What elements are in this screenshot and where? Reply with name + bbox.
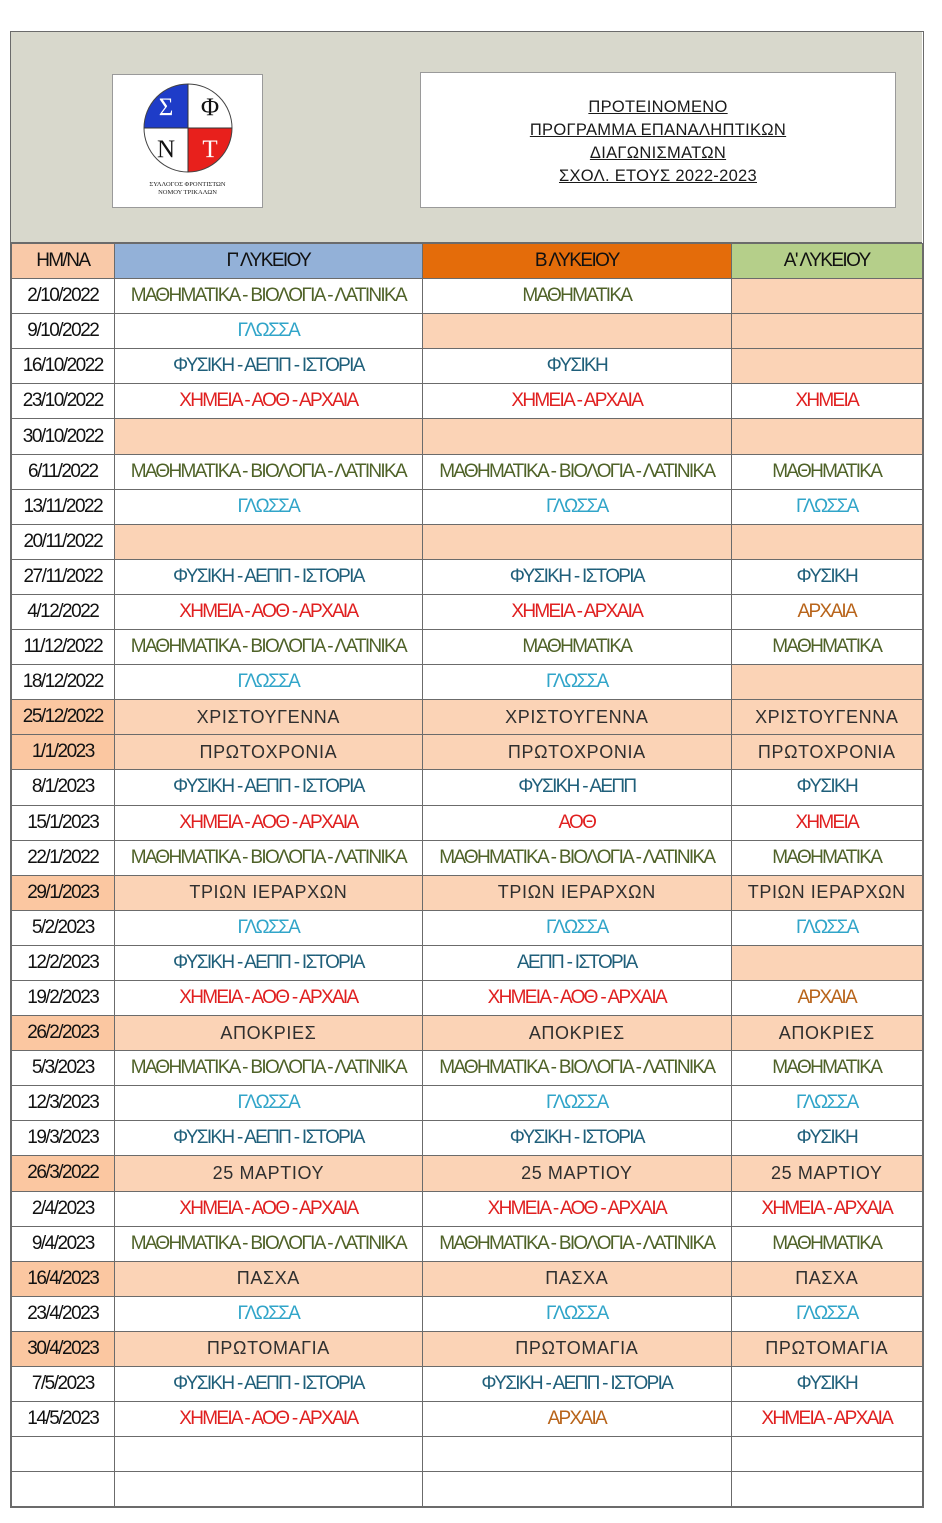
subject-cell-g: ΧΗΜΕΙΑ - ΑΟΘ - ΑΡΧΑΙΑ xyxy=(114,1191,422,1226)
subject-cell-b: ΓΛΩΣΣΑ xyxy=(423,665,731,700)
subject-cell-a: ΦΥΣΙΚΗ xyxy=(731,1367,922,1402)
table-row xyxy=(12,559,923,594)
subject-cell-g xyxy=(114,1437,422,1472)
holiday-cell-g: ΠΡΩΤΟΧΡΟΝΙΑ xyxy=(114,735,422,770)
table-row xyxy=(12,840,923,875)
subject-cell-a: ΑΡΧΑΙΑ xyxy=(731,594,922,629)
subject-cell-g xyxy=(114,524,422,559)
table-row xyxy=(12,384,923,419)
subject-cell-a xyxy=(731,1472,922,1507)
subject-cell-b: ΑΕΠΠ - ΙΣΤΟΡΙΑ xyxy=(423,945,731,980)
column-header-b-lykeiou: Β ΛΥΚΕΙΟΥ xyxy=(423,244,731,279)
subject-cell-a: ΧΗΜΕΙΑ xyxy=(731,384,922,419)
subject-cell-g: ΧΗΜΕΙΑ - ΑΟΘ - ΑΡΧΑΙΑ xyxy=(114,1402,422,1437)
holiday-cell-a: ΑΠΟΚΡΙΕΣ xyxy=(731,1016,922,1051)
subject-cell-g: ΧΗΜΕΙΑ - ΑΟΘ - ΑΡΧΑΙΑ xyxy=(114,805,422,840)
subject-cell-g: ΦΥΣΙΚΗ - ΑΕΠΠ - ΙΣΤΟΡΙΑ xyxy=(114,1367,422,1402)
subject-cell-g: ΜΑΘΗΜΑΤΙΚΑ - ΒΙΟΛΟΓΙΑ - ΛΑΤΙΝΙΚΑ xyxy=(114,840,422,875)
table-row xyxy=(12,1121,923,1156)
date-cell: 7/5/2023 xyxy=(12,1367,115,1402)
column-header-a-lykeiou: Α' ΛΥΚΕΙΟΥ xyxy=(731,244,922,279)
table-row xyxy=(12,770,923,805)
column-header-date: ΗΜ/ΝΑ xyxy=(12,244,115,279)
subject-cell-a: ΜΑΘΗΜΑΤΙΚΑ xyxy=(731,1226,922,1261)
subject-cell-a: ΜΑΘΗΜΑΤΙΚΑ xyxy=(731,840,922,875)
subject-cell-b: ΧΗΜΕΙΑ - ΑΡΧΑΙΑ xyxy=(423,384,731,419)
subject-cell-g xyxy=(114,419,422,454)
subject-cell-a: ΦΥΣΙΚΗ xyxy=(731,559,922,594)
subject-cell-b: ΦΥΣΙΚΗ - ΑΕΠΠ xyxy=(423,770,731,805)
subject-cell-a xyxy=(731,279,922,314)
holiday-cell-g: ΠΡΩΤΟΜΑΓΙΑ xyxy=(114,1331,422,1366)
subject-cell-g: ΧΗΜΕΙΑ - ΑΟΘ - ΑΡΧΑΙΑ xyxy=(114,594,422,629)
subject-cell-g: ΧΗΜΕΙΑ - ΑΟΘ - ΑΡΧΑΙΑ xyxy=(114,384,422,419)
holiday-cell-b: ΠΡΩΤΟΧΡΟΝΙΑ xyxy=(423,735,731,770)
table-row xyxy=(12,454,923,489)
subject-cell-a: ΧΗΜΕΙΑ - ΑΡΧΑΙΑ xyxy=(731,1402,922,1437)
holiday-cell-g: ΧΡΙΣΤΟΥΓΕΝΝΑ xyxy=(114,700,422,735)
subject-cell-b: ΜΑΘΗΜΑΤΙΚΑ xyxy=(423,630,731,665)
subject-cell-g: ΦΥΣΙΚΗ - ΑΕΠΠ - ΙΣΤΟΡΙΑ xyxy=(114,349,422,384)
subject-cell-g: ΦΥΣΙΚΗ - ΑΕΠΠ - ΙΣΤΟΡΙΑ xyxy=(114,1121,422,1156)
subject-cell-b: ΧΗΜΕΙΑ - ΑΟΘ - ΑΡΧΑΙΑ xyxy=(423,1191,731,1226)
page-title xyxy=(420,72,896,208)
subject-cell-a xyxy=(731,349,922,384)
subject-cell-g xyxy=(114,1472,422,1507)
association-logo xyxy=(112,74,263,208)
subject-cell-b xyxy=(423,1472,731,1507)
holiday-cell-a: ΧΡΙΣΤΟΥΓΕΝΝΑ xyxy=(731,700,922,735)
subject-cell-b: ΦΥΣΙΚΗ xyxy=(423,349,731,384)
subject-cell-g: ΧΗΜΕΙΑ - ΑΟΘ - ΑΡΧΑΙΑ xyxy=(114,980,422,1015)
subject-cell-a: ΧΗΜΕΙΑ xyxy=(731,805,922,840)
date-cell: 6/11/2022 xyxy=(12,454,115,489)
table-row xyxy=(12,419,923,454)
holiday-cell-b: ΠΡΩΤΟΜΑΓΙΑ xyxy=(423,1331,731,1366)
subject-cell-a xyxy=(731,419,922,454)
subject-cell-b: ΦΥΣΙΚΗ - ΙΣΤΟΡΙΑ xyxy=(423,559,731,594)
date-cell: 16/10/2022 xyxy=(12,349,115,384)
schedule-table xyxy=(11,243,923,1507)
subject-cell-g: ΜΑΘΗΜΑΤΙΚΑ - ΒΙΟΛΟΓΙΑ - ΛΑΤΙΝΙΚΑ xyxy=(114,454,422,489)
date-cell: 9/10/2022 xyxy=(12,314,115,349)
holiday-cell-g: ΑΠΟΚΡΙΕΣ xyxy=(114,1016,422,1051)
table-row xyxy=(12,1051,923,1086)
subject-cell-a xyxy=(731,524,922,559)
date-cell: 5/2/2023 xyxy=(12,910,115,945)
table-row xyxy=(12,524,923,559)
subject-cell-b: ΓΛΩΣΣΑ xyxy=(423,489,731,524)
subject-cell-b xyxy=(423,314,731,349)
date-cell: 2/4/2023 xyxy=(12,1191,115,1226)
table-row xyxy=(12,349,923,384)
subject-cell-a: ΓΛΩΣΣΑ xyxy=(731,910,922,945)
table-row xyxy=(12,910,923,945)
table-row xyxy=(12,489,923,524)
table-row xyxy=(12,314,923,349)
subject-cell-g: ΦΥΣΙΚΗ - ΑΕΠΠ - ΙΣΤΟΡΙΑ xyxy=(114,559,422,594)
date-cell: 12/3/2023 xyxy=(12,1086,115,1121)
table-row xyxy=(12,1402,923,1437)
date-cell: 30/10/2022 xyxy=(12,419,115,454)
holiday-cell-a: ΤΡΙΩΝ ΙΕΡΑΡΧΩΝ xyxy=(731,875,922,910)
subject-cell-b: ΜΑΘΗΜΑΤΙΚΑ - ΒΙΟΛΟΓΙΑ - ΛΑΤΙΝΙΚΑ xyxy=(423,1051,731,1086)
date-cell: 15/1/2023 xyxy=(12,805,115,840)
subject-cell-b: ΓΛΩΣΣΑ xyxy=(423,1296,731,1331)
subject-cell-b: ΑΡΧΑΙΑ xyxy=(423,1402,731,1437)
schedule-body xyxy=(12,279,923,1507)
logo-letter-nu: Ν xyxy=(156,136,176,163)
date-cell: 19/3/2023 xyxy=(12,1121,115,1156)
subject-cell-a: ΓΛΩΣΣΑ xyxy=(731,1086,922,1121)
date-cell: 27/11/2022 xyxy=(12,559,115,594)
holiday-cell-b: ΤΡΙΩΝ ΙΕΡΑΡΧΩΝ xyxy=(423,875,731,910)
date-cell: 4/12/2022 xyxy=(12,594,115,629)
subject-cell-g: ΦΥΣΙΚΗ - ΑΕΠΠ - ΙΣΤΟΡΙΑ xyxy=(114,770,422,805)
date-cell: 23/4/2023 xyxy=(12,1296,115,1331)
holiday-cell-b: ΧΡΙΣΤΟΥΓΕΝΝΑ xyxy=(423,700,731,735)
subject-cell-a xyxy=(731,314,922,349)
subject-cell-g: ΓΛΩΣΣΑ xyxy=(114,1086,422,1121)
date-cell: 29/1/2023 xyxy=(12,875,115,910)
logo-caption xyxy=(113,181,262,197)
table-row xyxy=(12,1367,923,1402)
date-cell: 26/2/2023 xyxy=(12,1016,115,1051)
subject-cell-b: ΜΑΘΗΜΑΤΙΚΑ xyxy=(423,279,731,314)
subject-cell-b: ΧΗΜΕΙΑ - ΑΟΘ - ΑΡΧΑΙΑ xyxy=(423,980,731,1015)
subject-cell-a: ΧΗΜΕΙΑ - ΑΡΧΑΙΑ xyxy=(731,1191,922,1226)
date-cell: 30/4/2023 xyxy=(12,1331,115,1366)
subject-cell-g: ΓΛΩΣΣΑ xyxy=(114,1296,422,1331)
subject-cell-b xyxy=(423,524,731,559)
subject-cell-a: ΜΑΘΗΜΑΤΙΚΑ xyxy=(731,454,922,489)
holiday-cell-a: ΠΡΩΤΟΜΑΓΙΑ xyxy=(731,1331,922,1366)
table-row xyxy=(12,1261,923,1296)
date-cell: 1/1/2023 xyxy=(12,735,115,770)
holiday-cell-g: 25 ΜΑΡΤΙΟΥ xyxy=(114,1156,422,1191)
subject-cell-a: ΑΡΧΑΙΑ xyxy=(731,980,922,1015)
subject-cell-g: ΦΥΣΙΚΗ - ΑΕΠΠ - ΙΣΤΟΡΙΑ xyxy=(114,945,422,980)
table-row xyxy=(12,1191,923,1226)
title-line-2: ΠΡΟΓΡΑΜΜΑ ΕΠΑΝΑΛΗΠΤΙΚΩΝ xyxy=(529,121,787,139)
table-row xyxy=(12,875,923,910)
date-cell: 13/11/2022 xyxy=(12,489,115,524)
subject-cell-g: ΓΛΩΣΣΑ xyxy=(114,489,422,524)
table-row xyxy=(12,805,923,840)
date-cell: 14/5/2023 xyxy=(12,1402,115,1437)
table-row xyxy=(12,980,923,1015)
table-row xyxy=(12,594,923,629)
subject-cell-a xyxy=(731,665,922,700)
table-row xyxy=(12,1016,923,1051)
subject-cell-b: ΜΑΘΗΜΑΤΙΚΑ - ΒΙΟΛΟΓΙΑ - ΛΑΤΙΝΙΚΑ xyxy=(423,1226,731,1261)
column-header-g-lykeiou: Γ' ΛΥΚΕΙΟΥ xyxy=(114,244,422,279)
date-cell: 12/2/2023 xyxy=(12,945,115,980)
table-row xyxy=(12,1156,923,1191)
holiday-cell-g: ΠΑΣΧΑ xyxy=(114,1261,422,1296)
date-cell: 26/3/2022 xyxy=(12,1156,115,1191)
date-cell: 9/4/2023 xyxy=(12,1226,115,1261)
date-cell xyxy=(12,1437,115,1472)
date-cell: 5/3/2023 xyxy=(12,1051,115,1086)
holiday-cell-a: 25 ΜΑΡΤΙΟΥ xyxy=(731,1156,922,1191)
header-area xyxy=(11,32,922,243)
subject-cell-a: ΦΥΣΙΚΗ xyxy=(731,770,922,805)
subject-cell-b: ΓΛΩΣΣΑ xyxy=(423,1086,731,1121)
subject-cell-b: ΧΗΜΕΙΑ - ΑΡΧΑΙΑ xyxy=(423,594,731,629)
subject-cell-a xyxy=(731,1437,922,1472)
table-row xyxy=(12,735,923,770)
table-row xyxy=(12,1331,923,1366)
date-cell: 2/10/2022 xyxy=(12,279,115,314)
logo-letter-sigma: Σ xyxy=(158,94,174,121)
table-row xyxy=(12,1437,923,1472)
holiday-cell-b: ΑΠΟΚΡΙΕΣ xyxy=(423,1016,731,1051)
date-cell: 22/1/2022 xyxy=(12,840,115,875)
holiday-cell-a: ΠΡΩΤΟΧΡΟΝΙΑ xyxy=(731,735,922,770)
subject-cell-a: ΓΛΩΣΣΑ xyxy=(731,489,922,524)
title-line-4: ΣΧΟΛ. ΕΤΟΥΣ 2022-2023 xyxy=(558,167,757,185)
title-line-3: ΔΙΑΓΩΝΙΣΜΑΤΩΝ xyxy=(589,144,727,162)
table-row xyxy=(12,1226,923,1261)
logo-letter-tau: Τ xyxy=(202,136,218,163)
subject-cell-b: ΜΑΘΗΜΑΤΙΚΑ - ΒΙΟΛΟΓΙΑ - ΛΑΤΙΝΙΚΑ xyxy=(423,840,731,875)
subject-cell-b xyxy=(423,419,731,454)
holiday-cell-a: ΠΑΣΧΑ xyxy=(731,1261,922,1296)
table-row xyxy=(12,279,923,314)
logo-letter-phi: Φ xyxy=(200,94,220,121)
table-row xyxy=(12,1296,923,1331)
subject-cell-b: ΦΥΣΙΚΗ - ΙΣΤΟΡΙΑ xyxy=(423,1121,731,1156)
logo-caption-line2: ΝΟΜΟΥ ΤΡΙΚΑΛΩΝ xyxy=(158,189,217,196)
subject-cell-a: ΜΑΘΗΜΑΤΙΚΑ xyxy=(731,630,922,665)
subject-cell-g: ΜΑΘΗΜΑΤΙΚΑ - ΒΙΟΛΟΓΙΑ - ΛΑΤΙΝΙΚΑ xyxy=(114,1226,422,1261)
subject-cell-b: ΓΛΩΣΣΑ xyxy=(423,910,731,945)
date-cell: 16/4/2023 xyxy=(12,1261,115,1296)
table-row xyxy=(12,665,923,700)
logo-emblem xyxy=(129,77,247,181)
subject-cell-g: ΜΑΘΗΜΑΤΙΚΑ - ΒΙΟΛΟΓΙΑ - ΛΑΤΙΝΙΚΑ xyxy=(114,279,422,314)
date-cell xyxy=(12,1472,115,1507)
subject-cell-b: ΦΥΣΙΚΗ - ΑΕΠΠ - ΙΣΤΟΡΙΑ xyxy=(423,1367,731,1402)
date-cell: 19/2/2023 xyxy=(12,980,115,1015)
schedule-sheet xyxy=(10,31,924,1508)
table-header-row xyxy=(12,244,923,279)
subject-cell-b: ΜΑΘΗΜΑΤΙΚΑ - ΒΙΟΛΟΓΙΑ - ΛΑΤΙΝΙΚΑ xyxy=(423,454,731,489)
holiday-cell-b: 25 ΜΑΡΤΙΟΥ xyxy=(423,1156,731,1191)
table-row xyxy=(12,1472,923,1507)
subject-cell-b xyxy=(423,1437,731,1472)
table-row xyxy=(12,945,923,980)
subject-cell-a: ΓΛΩΣΣΑ xyxy=(731,1296,922,1331)
date-cell: 23/10/2022 xyxy=(12,384,115,419)
subject-cell-a xyxy=(731,945,922,980)
table-row xyxy=(12,700,923,735)
subject-cell-b: ΑΟΘ xyxy=(423,805,731,840)
subject-cell-a: ΜΑΘΗΜΑΤΙΚΑ xyxy=(731,1051,922,1086)
date-cell: 20/11/2022 xyxy=(12,524,115,559)
holiday-cell-b: ΠΑΣΧΑ xyxy=(423,1261,731,1296)
table-row xyxy=(12,630,923,665)
subject-cell-a: ΦΥΣΙΚΗ xyxy=(731,1121,922,1156)
subject-cell-g: ΜΑΘΗΜΑΤΙΚΑ - ΒΙΟΛΟΓΙΑ - ΛΑΤΙΝΙΚΑ xyxy=(114,1051,422,1086)
subject-cell-g: ΓΛΩΣΣΑ xyxy=(114,910,422,945)
date-cell: 25/12/2022 xyxy=(12,700,115,735)
date-cell: 8/1/2023 xyxy=(12,770,115,805)
date-cell: 18/12/2022 xyxy=(12,665,115,700)
date-cell: 11/12/2022 xyxy=(12,630,115,665)
subject-cell-g: ΓΛΩΣΣΑ xyxy=(114,314,422,349)
logo-caption-line1: ΣΥΛΛΟΓΟΣ ΦΡΟΝΤΙΣΤΩΝ xyxy=(149,181,226,188)
table-row xyxy=(12,1086,923,1121)
title-line-1: ΠΡΟΤΕΙΝΟΜΕΝΟ xyxy=(588,98,728,116)
subject-cell-g: ΜΑΘΗΜΑΤΙΚΑ - ΒΙΟΛΟΓΙΑ - ΛΑΤΙΝΙΚΑ xyxy=(114,630,422,665)
subject-cell-g: ΓΛΩΣΣΑ xyxy=(114,665,422,700)
holiday-cell-g: ΤΡΙΩΝ ΙΕΡΑΡΧΩΝ xyxy=(114,875,422,910)
